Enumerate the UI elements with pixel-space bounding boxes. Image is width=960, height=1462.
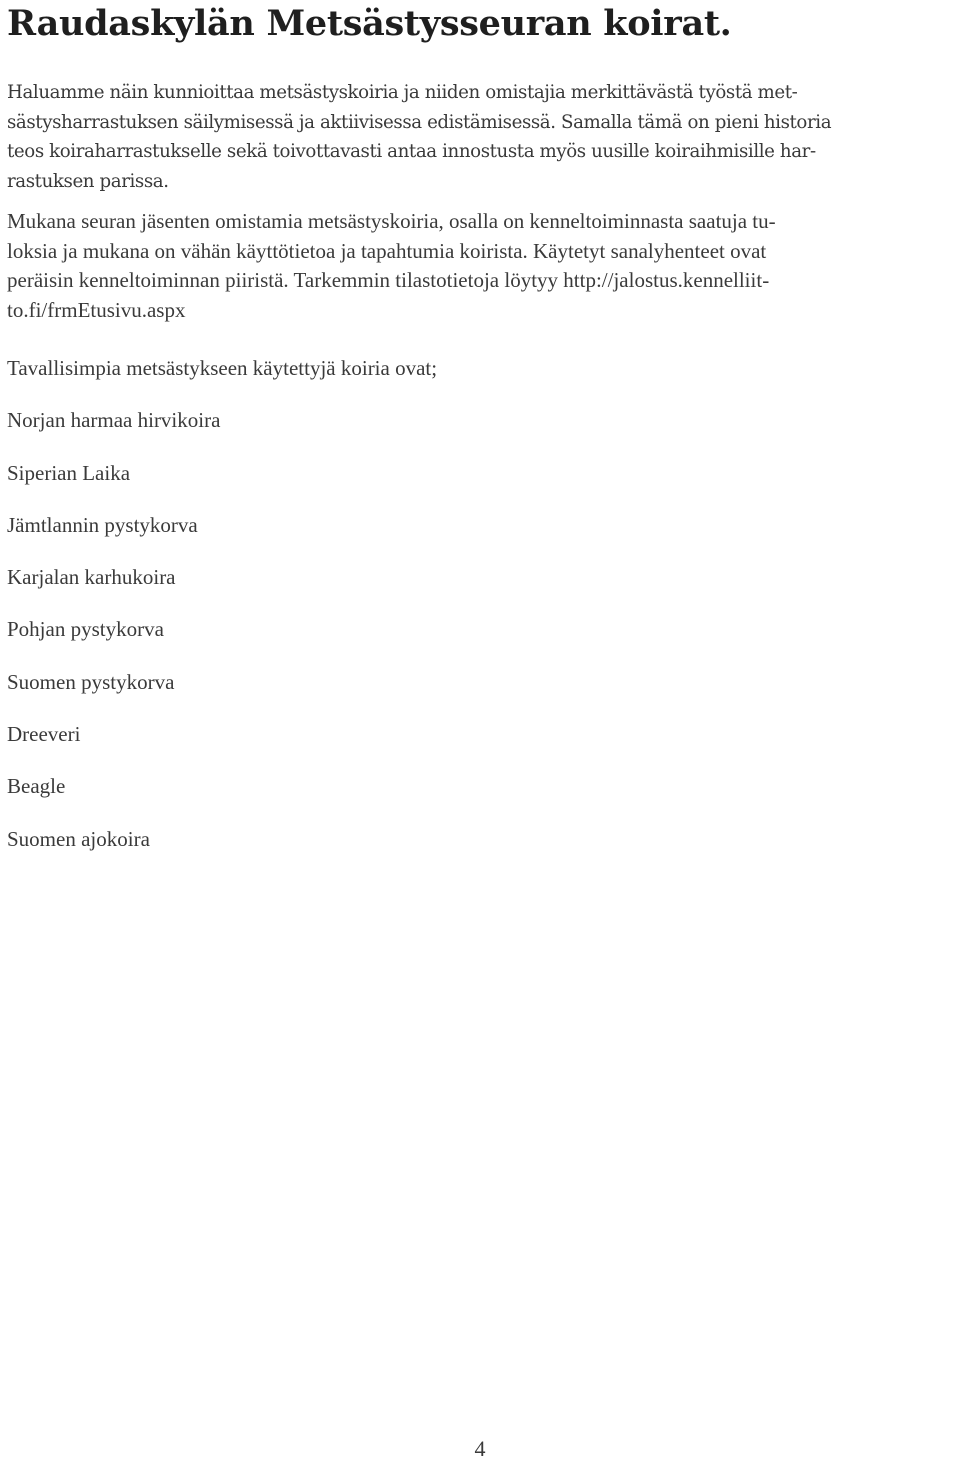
breed-item: Dreeveri <box>7 722 81 747</box>
breed-item: Jämtlannin pystykorva <box>7 512 198 537</box>
intro-line: rastuksen parissa. <box>7 170 169 192</box>
intro-line: sästysharrastuksen säilymisessä ja aktiivisessa edistämisessä. Samalla tämä on pieni historia <box>7 111 832 133</box>
breed-list-intro: Tavallisimpia metsästykseen käytettyjä koiria ovat; <box>7 356 438 380</box>
breed-list <box>7 406 952 852</box>
intro-line: Haluamme näin kunnioittaa metsästyskoiria ja niiden omistajia merkittävästä työstä met- <box>7 82 798 103</box>
body-line: loksia ja mukana on vähän käyttötietoa ja tapahtumia koirista. Käytetyt sanalyhenteet ovat <box>7 238 767 263</box>
breed-item: Norjan harmaa hirvikoira <box>7 408 221 433</box>
page-title: Raudaskylän Metsästysseuran koirat. <box>7 3 732 44</box>
intro-line: teos koiraharrastukselle sekä toivottavasti antaa innostusta myös uusille koiraihmisille har- <box>7 141 816 162</box>
body-line: to.fi/frmEtusivu.aspx <box>7 297 186 322</box>
breed-item: Pohjan pystykorva <box>7 617 164 642</box>
body-paragraph <box>7 207 952 325</box>
document-page <box>7 0 952 853</box>
breed-item: Suomen ajokoira <box>7 826 150 851</box>
intro-paragraph <box>7 78 952 196</box>
breed-item: Beagle <box>7 774 66 799</box>
breed-item: Karjalan karhukoira <box>7 565 176 590</box>
breed-item: Suomen pystykorva <box>7 669 175 694</box>
breed-item: Siperian Laika <box>7 460 131 485</box>
page-number: 4 <box>474 1436 486 1461</box>
body-line: peräisin kenneltoiminnan piiristä. Tarkemmin tilastotietoja löytyy http://jalostus.kennelliit- <box>7 268 770 292</box>
body-line: Mukana seuran jäsenten omistamia metsästyskoiria, osalla on kenneltoiminnasta saatuja tu- <box>7 209 776 233</box>
